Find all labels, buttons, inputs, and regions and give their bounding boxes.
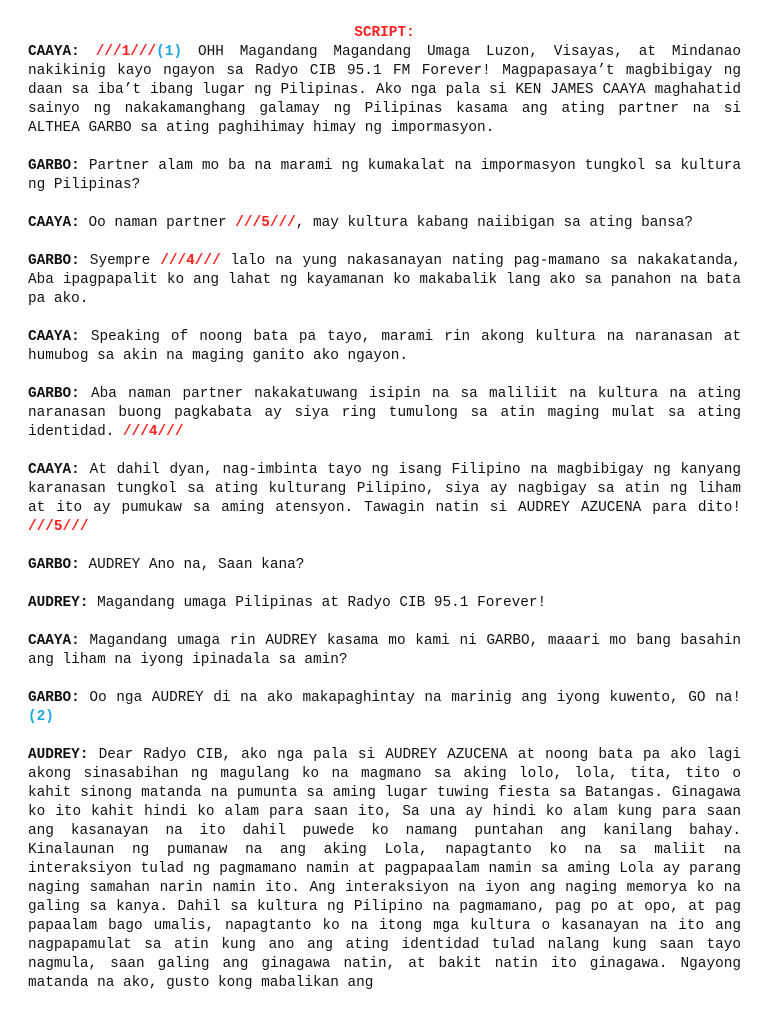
speaker-label: GARBO: bbox=[28, 253, 80, 269]
dialogue-text: At dahil dyan, nag-imbinta tayo ng isang Filipino na magbibigay ng kanyang karanasan tungkol sa ating kulturang Pilipino, siya ay nagbigay sa atin ng liham at ito ay pumukaw sa aming atensyon. Tawagin natin si AUDREY AZUCENA para dito! bbox=[28, 462, 741, 516]
speaker-label: CAAYA: bbox=[28, 633, 80, 649]
dialogue-text: lalo na yung nakasanayan nating pag-mamano sa nakakatanda, Aba ipagpapalit ko ang lahat ng kayamanan ko makabalik lang ako sa panahon na bata pa ako. bbox=[28, 253, 741, 307]
dialogue-text: Magandang umaga Pilipinas at Radyo CIB 95.1 Forever! bbox=[88, 595, 547, 611]
dialogue-paragraph bbox=[28, 328, 741, 366]
dialogue-text: , may kultura kabang naiibigan sa ating bansa? bbox=[295, 215, 693, 231]
speaker-label: CAAYA: bbox=[28, 329, 80, 345]
sound-cue-marker: ///4/// bbox=[160, 253, 221, 269]
speaker-label: AUDREY: bbox=[28, 747, 89, 763]
dialogue-text: Dear Radyo CIB, ako nga pala si AUDREY AZUCENA at noong bata pa ako lagi akong sinasabihan ng magulang ko na magmano sa aking lolo, lola, tita, tito o kahit sinong matanda na pumunta sa aming lugar tuwing fiesta sa Batangas. Ginagawa ko ito kahit hindi ko alam para saan ito, Sa una ay hindi ko alam kung para saan ang kasanayan na ito dahil puwede ko namang puntahan ang kanilang bahay. Kinalaunan ng pumanaw na ang aking Lola, napagtanto ko na sa maliit na interaksiyon tulad ng pagmamano namin at pagpapaalam namin sa aming Lola ay parang naging samahan narin namin ito. Ang interaksiyon na iyon ang naging memorya ko na galing sa kanya. Dahil sa kultura ng Pilipino na pagmamano, pag po at opo, at pag papaalam bago umalis, napagtanto ko na itong mga kultura o kasanayan na ito ang nagpapamulat sa atin kung ano ang ating identidad tulad nalang kung saan tayo nagmula, saan galing ang ginagawa natin, at bakit natin ito ginagawa. Ngayong matanda na ako, gusto kong mabalikan ang bbox=[28, 747, 741, 991]
dialogue-text: Partner alam mo ba na marami ng kumakalat na impormasyon tungkol sa kultura ng Pilipinas? bbox=[28, 158, 741, 193]
speaker-label: GARBO: bbox=[28, 158, 80, 174]
dialogue-paragraph bbox=[28, 632, 741, 670]
script-body bbox=[28, 43, 741, 993]
dialogue-paragraph bbox=[28, 214, 741, 233]
dialogue-paragraph bbox=[28, 746, 741, 993]
speaker-label: CAAYA: bbox=[28, 215, 80, 231]
dialogue-paragraph bbox=[28, 252, 741, 309]
dialogue-text bbox=[80, 44, 96, 60]
script-document bbox=[28, 24, 741, 993]
dialogue-paragraph bbox=[28, 43, 741, 138]
dialogue-paragraph bbox=[28, 556, 741, 575]
dialogue-text: Magandang umaga rin AUDREY kasama mo kami ni GARBO, maaari mo bang basahin ang liham na iyong ipinadala sa amin? bbox=[28, 633, 741, 668]
sound-cue-marker: ///5/// bbox=[235, 215, 296, 231]
music-cue-marker: (1) bbox=[156, 44, 183, 60]
speaker-label: GARBO: bbox=[28, 690, 80, 706]
dialogue-paragraph bbox=[28, 157, 741, 195]
speaker-label: GARBO: bbox=[28, 386, 80, 402]
dialogue-paragraph bbox=[28, 461, 741, 537]
dialogue-text: Aba naman partner nakakatuwang isipin na sa maliliit na kultura na ating naranasan buong pagkabata ay siya ring tumulong sa atin maging mulat sa ating identidad. bbox=[28, 386, 741, 440]
dialogue-text: Syempre bbox=[79, 253, 161, 269]
speaker-label: CAAYA: bbox=[28, 462, 80, 478]
speaker-label: CAAYA: bbox=[28, 44, 80, 60]
music-cue-marker: (2) bbox=[28, 709, 54, 725]
dialogue-text: AUDREY Ano na, Saan kana? bbox=[79, 557, 305, 573]
speaker-label: AUDREY: bbox=[28, 595, 89, 611]
dialogue-paragraph bbox=[28, 689, 741, 727]
dialogue-paragraph bbox=[28, 385, 741, 442]
dialogue-text: OHH Magandang Magandang Umaga Luzon, Visayas, at Mindanao nakikinig kayo ngayon sa Radyo CIB 95.1 FM Forever! Magpapasaya’t magbibigay ng daan sa iba’t ibang lugar ng Pilipinas. Ako nga pala si KEN JAMES CAAYA maghahatid sainyo ng nakakamanghang galamay ng Pilipinas kasama ang ating partner na si ALTHEA GARBO sa ating paghihimay himay ng impormasyon. bbox=[28, 44, 741, 136]
speaker-label: GARBO: bbox=[28, 557, 80, 573]
sound-cue-marker: ///5/// bbox=[28, 519, 89, 535]
sound-cue-marker: ///4/// bbox=[123, 424, 184, 440]
sound-cue-marker: ///1/// bbox=[95, 44, 157, 60]
dialogue-text: Speaking of noong bata pa tayo, marami rin akong kultura na naranasan at humubog sa akin na maging ganito ako ngayon. bbox=[28, 329, 741, 364]
dialogue-text: Oo nga AUDREY di na ako makapaghintay na marinig ang iyong kuwento, GO na! bbox=[79, 690, 741, 706]
script-title: SCRIPT: bbox=[354, 25, 415, 41]
dialogue-text: Oo naman partner bbox=[79, 215, 236, 231]
dialogue-paragraph bbox=[28, 594, 741, 613]
